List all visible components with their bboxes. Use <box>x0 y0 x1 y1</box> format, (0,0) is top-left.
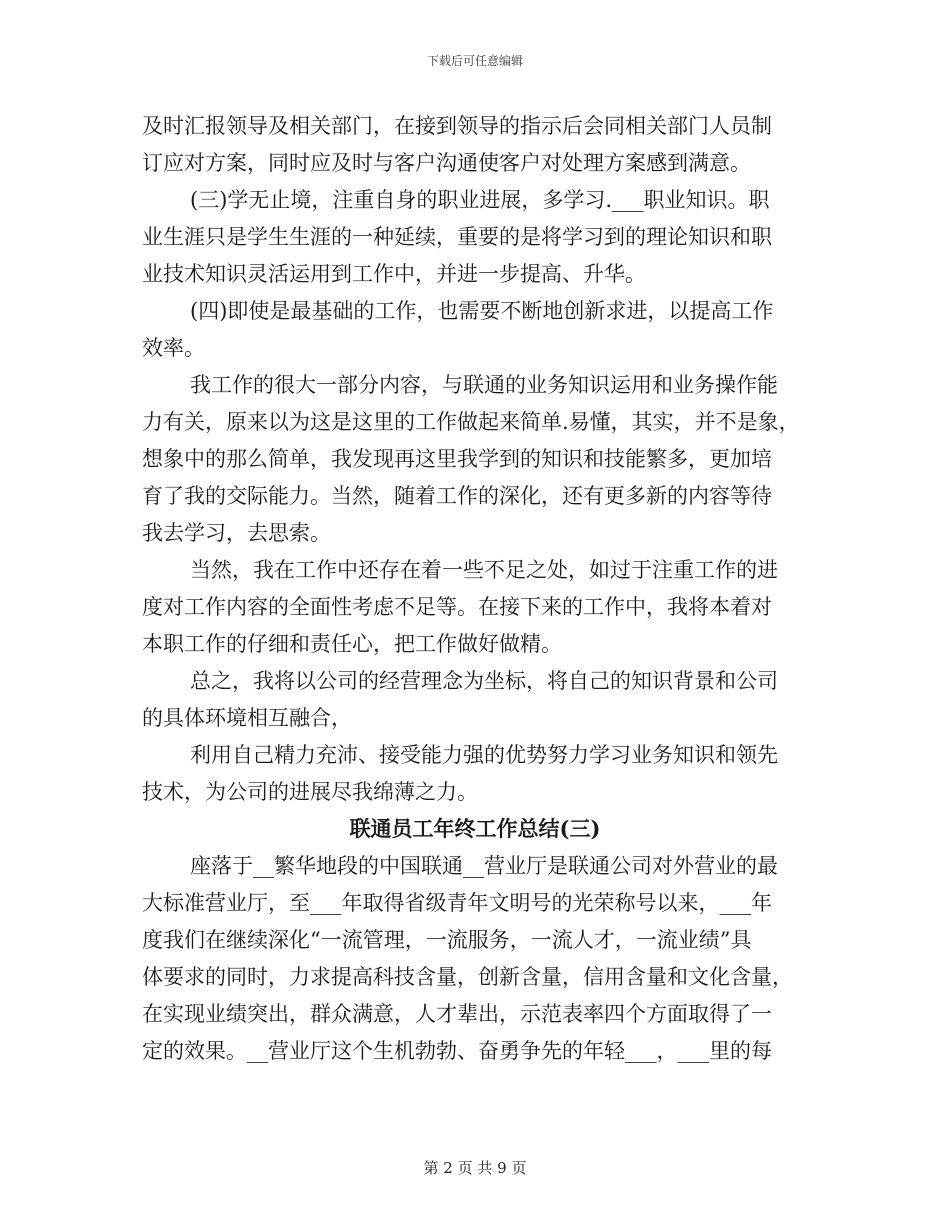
text-line: 大标准营业厅，至___年取得省级青年文明号的光荣称号以来，___年 <box>142 891 772 915</box>
text-line: 技术，为公司的进展尽我绵薄之力。 <box>142 780 478 804</box>
page-header: 下载后可任意编辑 <box>426 54 523 68</box>
text-line: 业生涯只是学生生涯的一种延续，重要的是将学习到的理论知识和职 <box>142 225 772 249</box>
text-line: 本职工作的仔细和责任心，把工作做好做精。 <box>142 632 562 656</box>
text-line: 度我们在继续深化“一流管理，一流服务，一流人才，一流业绩”具 <box>142 928 752 952</box>
text-line: 育了我的交际能力。当然，随着工作的深化，还有更多新的内容等待 <box>142 484 772 508</box>
section-title: 联通员工年终工作总结(三) <box>349 816 601 841</box>
text-line: 及时汇报领导及相关部门，在接到领导的指示后会同相关部门人员制 <box>142 114 772 138</box>
text-line: 度对工作内容的全面性考虑不足等。在接下来的工作中，我将本着对 <box>142 595 772 619</box>
page-footer: 第 2 页 共 9 页 <box>423 1159 527 1177</box>
text-line: 订应对方案，同时应及时与客户沟通使客户对处理方案感到满意。 <box>142 151 751 175</box>
text-line: 座落于__繁华地段的中国联通__营业厅是联通公司对外营业的最 <box>190 854 778 878</box>
text-line: 效率。 <box>142 336 205 360</box>
text-line: 的具体环境相互融合， <box>142 706 352 730</box>
text-line: 总之，我将以公司的经营理念为坐标，将自己的知识背景和公司 <box>190 669 778 693</box>
text-line: 定的效果。__营业厅这个生机勃勃、奋勇争先的年轻___，___里的每 <box>142 1039 772 1063</box>
text-line: (四)即使是最基础的工作，也需要不断地创新求进，以提高工作 <box>190 299 774 323</box>
text-line: 在实现业绩突出，群众满意，人才辈出，示范表率四个方面取得了一 <box>142 1002 772 1026</box>
text-line: 当然，我在工作中还存在着一些不足之处，如过于注重工作的进 <box>190 558 778 582</box>
text-line: 我去学习，去思索。 <box>142 521 331 545</box>
text-line: 体要求的同时，力求提高科技含量，创新含量，信用含量和文化含量， <box>142 965 793 989</box>
text-line: (三)学无止境，注重自身的职业进展，多学习.___职业知识。职 <box>190 188 770 212</box>
text-line: 我工作的很大一部分内容，与联通的业务知识运用和业务操作能 <box>190 373 778 397</box>
text-line: 想象中的那么简单，我发现再这里我学到的知识和技能繁多，更加培 <box>142 447 772 471</box>
text-line: 力有关，原来以为这是这里的工作做起来简单.易懂，其实，并不是象， <box>142 410 800 434</box>
text-line: 业技术知识灵活运用到工作中，并进一步提高、升华。 <box>142 262 646 286</box>
text-line: 利用自己精力充沛、接受能力强的优势努力学习业务知识和领先 <box>190 743 778 767</box>
